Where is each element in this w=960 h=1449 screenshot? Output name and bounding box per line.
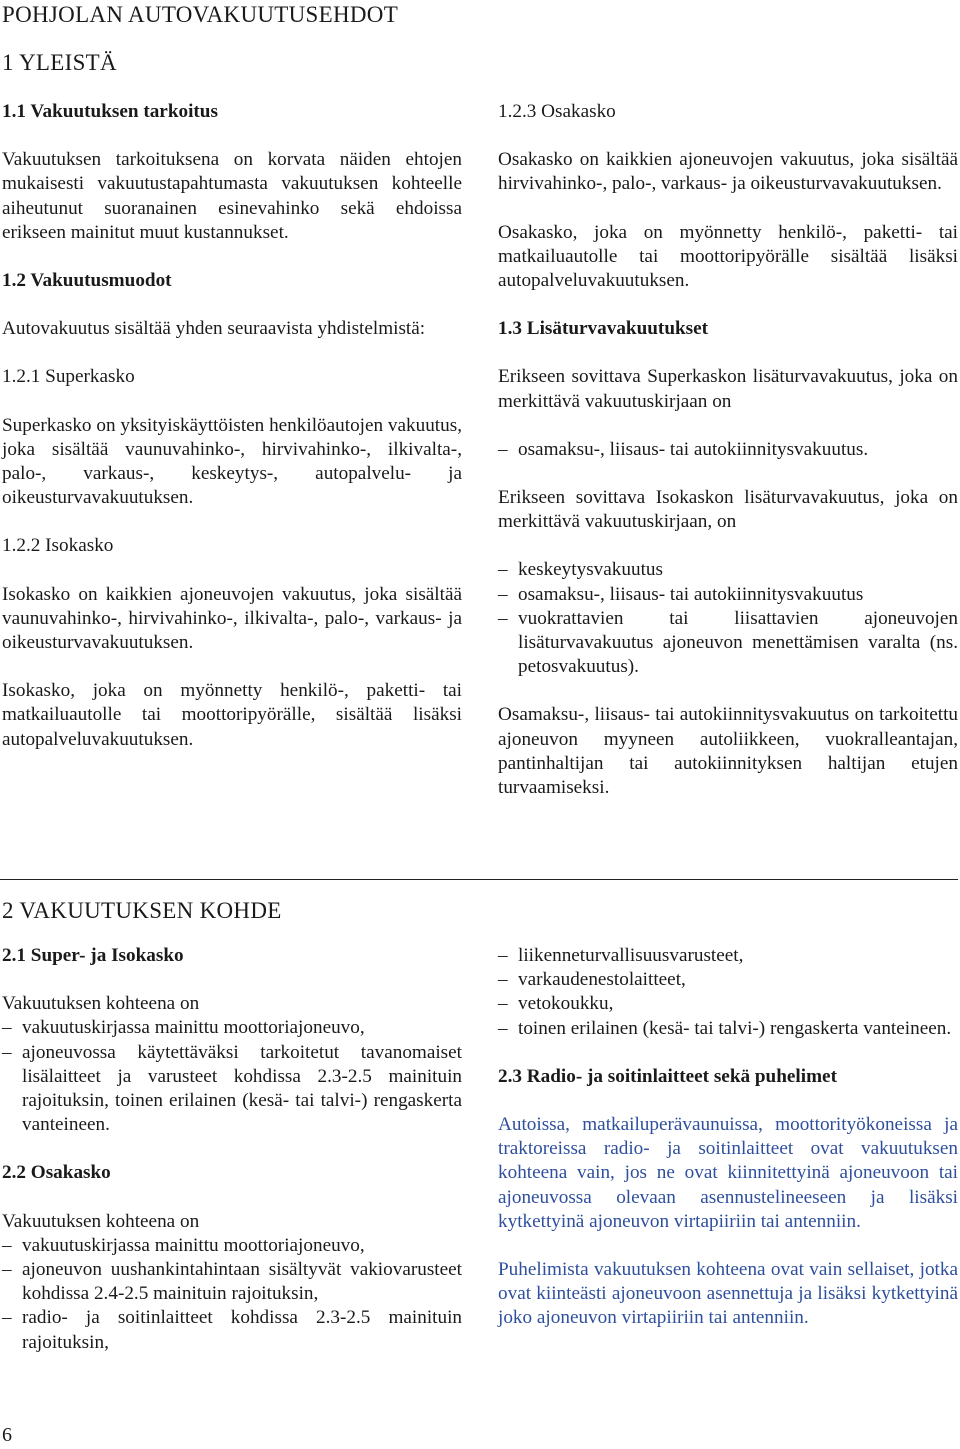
list-item: – vakuutuskirjassa mainittu moottoriajoneuvo, (2, 1017, 365, 1039)
paragraph-2-3-a: Autoissa, matkailuperävaunuissa, moottorityökoneissa ja traktoreissa radio- ja soitinlaitteet ovat vakuutuksen kohteena vain, jos ne ovat kiinnitettyinä ajoneuvoon tai ajoneuvossa olevaan asennustelineeseen ja lisäksi kytkettyinä ajoneuvon virtapiiriin tai antenniin. (498, 1114, 958, 1232)
list-item: – osamaksu-, liisaus- tai autokiinnitysvakuutus. (498, 438, 869, 460)
paragraph-1-2-3-a: Osakasko on kaikkien ajoneuvojen vakuutus, joka sisältää hirvivahinko-, palo-, varkaus- ja oikeusturvavakuutuksen. (498, 149, 958, 195)
paragraph-2-1-intro: Vakuutuksen kohteena on (2, 993, 200, 1015)
heading-1-3: 1.3 Lisäturvavakuutukset (498, 318, 709, 340)
paragraph-1-3-a: Erikseen sovittava Superkaskon lisäturvavakuutus, joka on merkittävä vakuutuskirjaan on (498, 366, 958, 412)
heading-1-2-2: 1.2.2 Isokasko (2, 535, 114, 557)
section-2-right-column (498, 944, 958, 1355)
heading-1-1: 1.1 Vakuutuksen tarkoitus (2, 101, 218, 122)
list-2-2-continued (498, 944, 958, 1041)
list-item: – vetokoukku, (498, 993, 614, 1015)
paragraph-1-2-3-b: Osakasko, joka on myönnetty henkilö-, paketti- tai matkailuautolle tai moottoripyörälle sisältää lisäksi autopalveluvakuutuksen. (498, 221, 958, 292)
list-item: – liikenneturvallisuusvarusteet, (498, 945, 744, 966)
list-item: – vakuutuskirjassa mainittu moottoriajoneuvo, (2, 1234, 365, 1256)
document-title: POHJOLAN AUTOVAKUUTUSEHDOT (2, 2, 399, 27)
list-item: – toinen erilainen (kesä- tai talvi-) rengaskerta vanteineen. (498, 1017, 952, 1039)
list-2-2 (2, 1234, 462, 1355)
paragraph-1-2-2-b: Isokasko, joka on myönnetty henkilö-, paketti- tai matkailuautolle tai moottoripyörälle, sisältää lisäksi autopalveluvakuutuksen. (2, 680, 462, 750)
list-item: – vuokrattavien tai liisattavien ajoneuvojen lisäturvavakuutus ajoneuvon menettämisen varalta (ns. petosvakuutus). (498, 607, 958, 678)
paragraph-1-2: Autovakuutus sisältää yhden seuraavista yhdistelmistä: (2, 318, 426, 340)
heading-1-2-1: 1.2.1 Superkasko (2, 366, 135, 388)
section-1-title: 1 YLEISTÄ (2, 50, 117, 75)
section-2-left-column (2, 944, 462, 1379)
paragraph-1-3-c: Osamaksu-, liisaus- tai autokiinnitysvakuutus on tarkoitettu ajoneuvon myyneen autoliikkeen, vuokralleantajan, pantinhaltijan tai autokiinnityksen haltijan etujen turvaamiseksi. (498, 704, 958, 799)
heading-1-2-3: 1.2.3 Osakasko (498, 101, 616, 122)
list-item: – keskeytysvakuutus (498, 559, 663, 581)
paragraph-2-2-intro: Vakuutuksen kohteena on (2, 1210, 200, 1232)
section-2-title: 2 VAKUUTUKSEN KOHDE (2, 898, 282, 923)
paragraph-2-3-b: Puhelimista vakuutuksen kohteena ovat vain sellaiset, jotka ovat kiinteästi ajoneuvoon asennettuja ja lisäksi kytkettyinä joko ajoneuvon virtapiiriin tai antenniin. (498, 1259, 958, 1329)
page-number: 6 (2, 1424, 12, 1446)
list-item: – varkaudenestolaitteet, (498, 969, 686, 991)
heading-1-2: 1.2 Vakuutusmuodot (2, 270, 172, 292)
paragraph-1-2-1: Superkasko on yksityiskäyttöisten henkilöautojen vakuutus, joka sisältää vaunuvahinko-, hirvivahinko-, ilkivalta-, palo-, varkaus-, keskeytys-, autopalvelu- ja oikeusturvavakuutuksen. (2, 414, 462, 509)
paragraph-1-2-2-a: Isokasko on kaikkien ajoneuvojen vakuutus, joka sisältää vaunuvahinko-, hirvivahinko-, ilkivalta-, palo-, varkaus- ja oikeusturvavakuutuksen. (2, 583, 462, 654)
list-item: – radio- ja soitinlaitteet kohdissa 2.3-2.5 mainituin rajoituksin, (2, 1307, 462, 1353)
list-1-3-a (498, 438, 958, 462)
section-divider (0, 879, 958, 880)
heading-2-1: 2.1 Super- ja Isokasko (2, 945, 184, 966)
paragraph-1-1: Vakuutuksen tarkoituksena on korvata näiden ehtojen mukaisesti vakuutustapahtumasta vakuutuksen kohteelle aiheutunut suoranainen esinevahinko sekä ehdoissa erikseen mainitut muut kustannukset. (2, 149, 462, 243)
section-1-left-column (2, 100, 462, 776)
paragraph-1-3-b: Erikseen sovittava Isokaskon lisäturvavakuutus, joka on merkittävä vakuutuskirjaan, on (498, 487, 958, 533)
list-item: – ajoneuvossa käytettäväksi tarkoitetut tavanomaiset lisälaitteet ja varusteet kohdissa 2.3-2.5 mainituin rajoituksin, toinen erilainen (kesä- tai talvi-) rengaskerta vanteineen. (2, 1041, 462, 1136)
list-item: – ajoneuvon uushankintahintaan sisältyvät vakiovarusteet kohdissa 2.4-2.5 mainituin rajoituksin, (2, 1259, 462, 1305)
heading-2-2: 2.2 Osakasko (2, 1162, 111, 1184)
list-2-1 (2, 1016, 462, 1137)
list-1-3-b (498, 558, 958, 679)
heading-2-3: 2.3 Radio- ja soitinlaitteet sekä puhelimet (498, 1065, 837, 1087)
list-item: – osamaksu-, liisaus- tai autokiinnitysvakuutus (498, 583, 864, 605)
section-1-right-column (498, 100, 958, 824)
